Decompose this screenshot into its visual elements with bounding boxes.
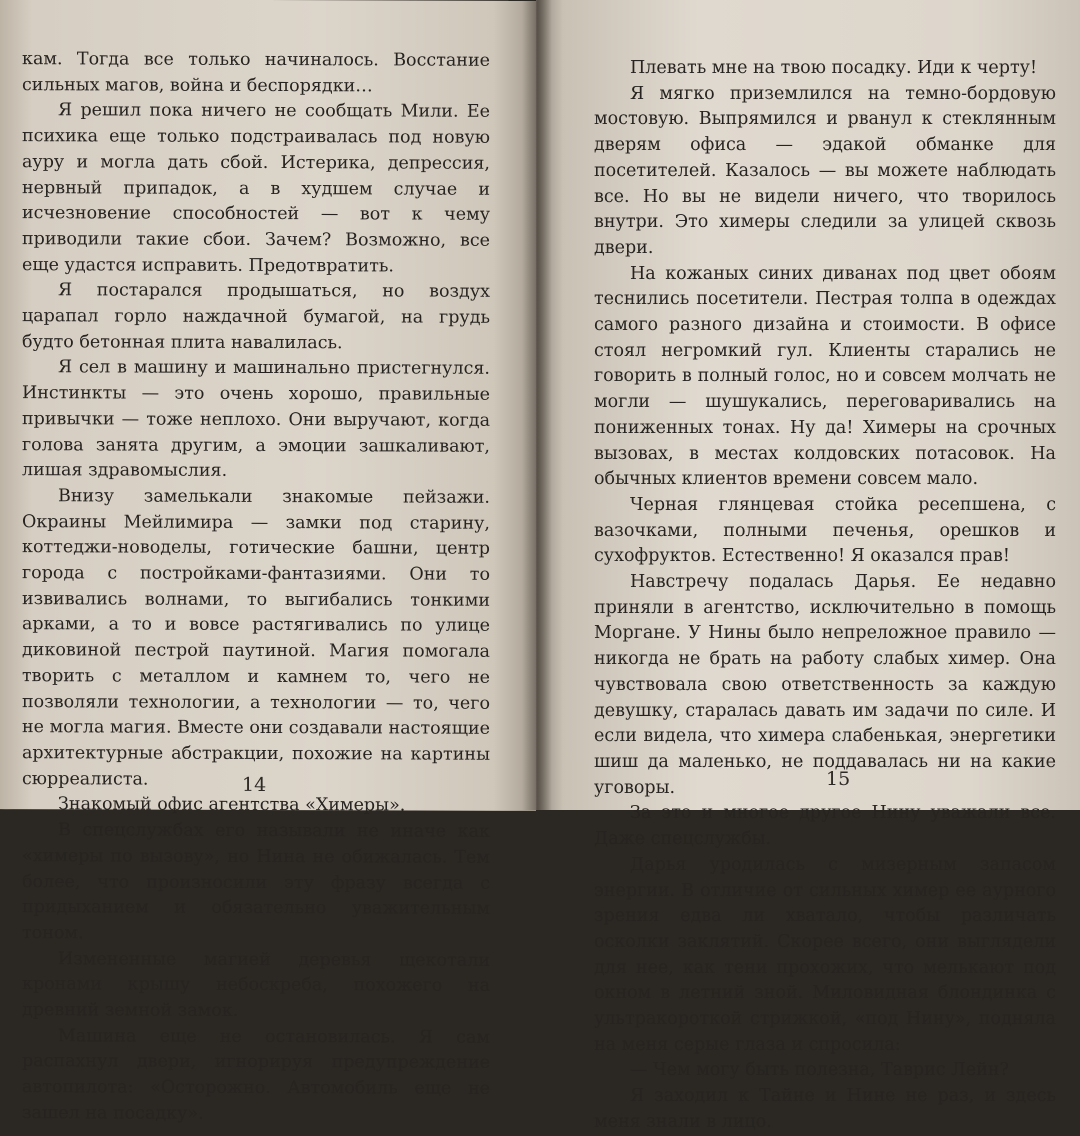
paragraph: Внизу замелькали знакомые пейзажи. Окраины Мейлимира — замки под старину, коттеджи-новоделы, готические башни, центр города с постройками-фантазиями. Они то извивались волнами, то выгибались тонкими арками, а то и вовсе растягивались по улице диковиной пестрой паутиной. Магия помогала творить с металлом и камнем то, чего не позволяли технологии, а технологии — то, чего не могла магия. Вместе они создавали настоящие архитектурные абстракции, похожие на картины сюрреалиста. <box>22 486 490 790</box>
paragraph: Я заходил к Тайне и Нине не раз, и здесь меня знали в лицо. <box>594 1086 1056 1132</box>
paragraph: Я мягко приземлился на темно-бордовую мостовую. Выпрямился и рванул к стеклянным дверям офиса — эдакой обманке для посетителей. Казалось — вы можете наблюдать все. Но вы не видели ничего, что творилось внутри. Это химеры следили за улицей сквозь двери. <box>594 83 1056 258</box>
paragraph: В спецслужбах его называли не иначе как «химеры по вызову», но Нина не обижалась. Тем более, что произносили эту фразу всегда с придыханием и обязательно уважительным тоном. <box>22 820 490 944</box>
paragraph: Дарья уродилась с мизерным запасом энергии. В отличие от сильных химер ее аурного зрения едва ли хватало, чтобы различать осколки заклятий. Скорее всего, они выглядели для нее, как тени прохожих, что мелькают под окном в летний зной. Миловидная блондинка с ультракороткой стрижкой, «под Нину», подняла на меня серые глаза и спросила: <box>594 854 1056 1055</box>
paragraph: кам. Тогда все только начиналось. Восстание сильных магов, война и беспорядки… <box>22 49 490 97</box>
paragraph: Черная глянцевая стойка ресепшена, с вазочками, полными печенья, орешков и сухофруктов. Естественно! Я оказался прав! <box>594 494 1056 567</box>
right-page-text <box>594 56 1056 1136</box>
page-number: 14 <box>242 773 267 796</box>
page-number: 15 <box>826 768 851 790</box>
paragraph: Плевать мне на твою посадку. Иди к черту! <box>630 58 1037 78</box>
paragraph: На кожаных синих диванах под цвет обоям теснились посетители. Пестрая толпа в одеждах самого разного дизайна и стоимости. В офисе стоял негромкий гул. Клиенты старались не говорить в полный голос, но и совсем молчать не могли — шушукались, переговаривались на пониженных тонах. Ну да! Химеры на срочных вызовах, в местах колдовских потасовок. На обычных клиентов времени совсем мало. <box>594 263 1056 490</box>
paragraph: Я постарался продышаться, но воздух царапал горло наждачной бумагой, на грудь будто бетонная плита навалилась. <box>22 280 490 353</box>
paragraph: Я сел в машину и машинально пристегнулся. Инстинкты — это очень хорошо, правильные привычки — тоже неплохо. Они выручают, когда голова занята другим, а эмоции зашкаливают, лишая здравомыслия. <box>22 357 490 482</box>
paragraph: Машина еще не остановилась. Я сам распахнул двери, игнорируя предупреждение автопилота: «Осторожно. Автомобиль еще не зашел на посадку». <box>22 1025 490 1124</box>
paragraph: Навстречу подалась Дарья. Ее недавно приняли в агентство, исключительно в помощь Моргане. У Нины было непреложное правило — никогда не брать на работу слабых химер. Она чувствовала свою ответственность за каждую девушку, старалась давать им задачи по силе. И если видела, что химера слабенькая, энергетики шиш да маленько, не поддавалась ни на какие уговоры. <box>594 572 1056 798</box>
paragraph: — Чем могу быть полезна, Таврис Лейн? <box>630 1060 1009 1081</box>
paragraph: Знакомый офис агентства «Химеры». <box>58 794 406 816</box>
left-page-text <box>22 47 490 1128</box>
right-page <box>536 0 1080 1132</box>
paragraph: Измененные магией деревья щекотали кронами крышу небоскреба, похожего на древний земной замок. <box>22 948 490 1021</box>
paragraph: За это и многое другое Нину уважали все. Даже спецслужбы. <box>594 803 1056 850</box>
left-page <box>0 0 536 1124</box>
book-gutter <box>522 0 552 810</box>
paragraph: Я решил пока ничего не сообщать Мили. Ее психика еще только подстраивалась под новую ауру и могла дать сбой. Истерика, депрессия, нервный припадок, а в худшем случае и исчезновение способностей — вот к чему приводили такие сбои. Зачем? Возможно, все еще удастся исправить. Предотвратить. <box>22 100 490 277</box>
